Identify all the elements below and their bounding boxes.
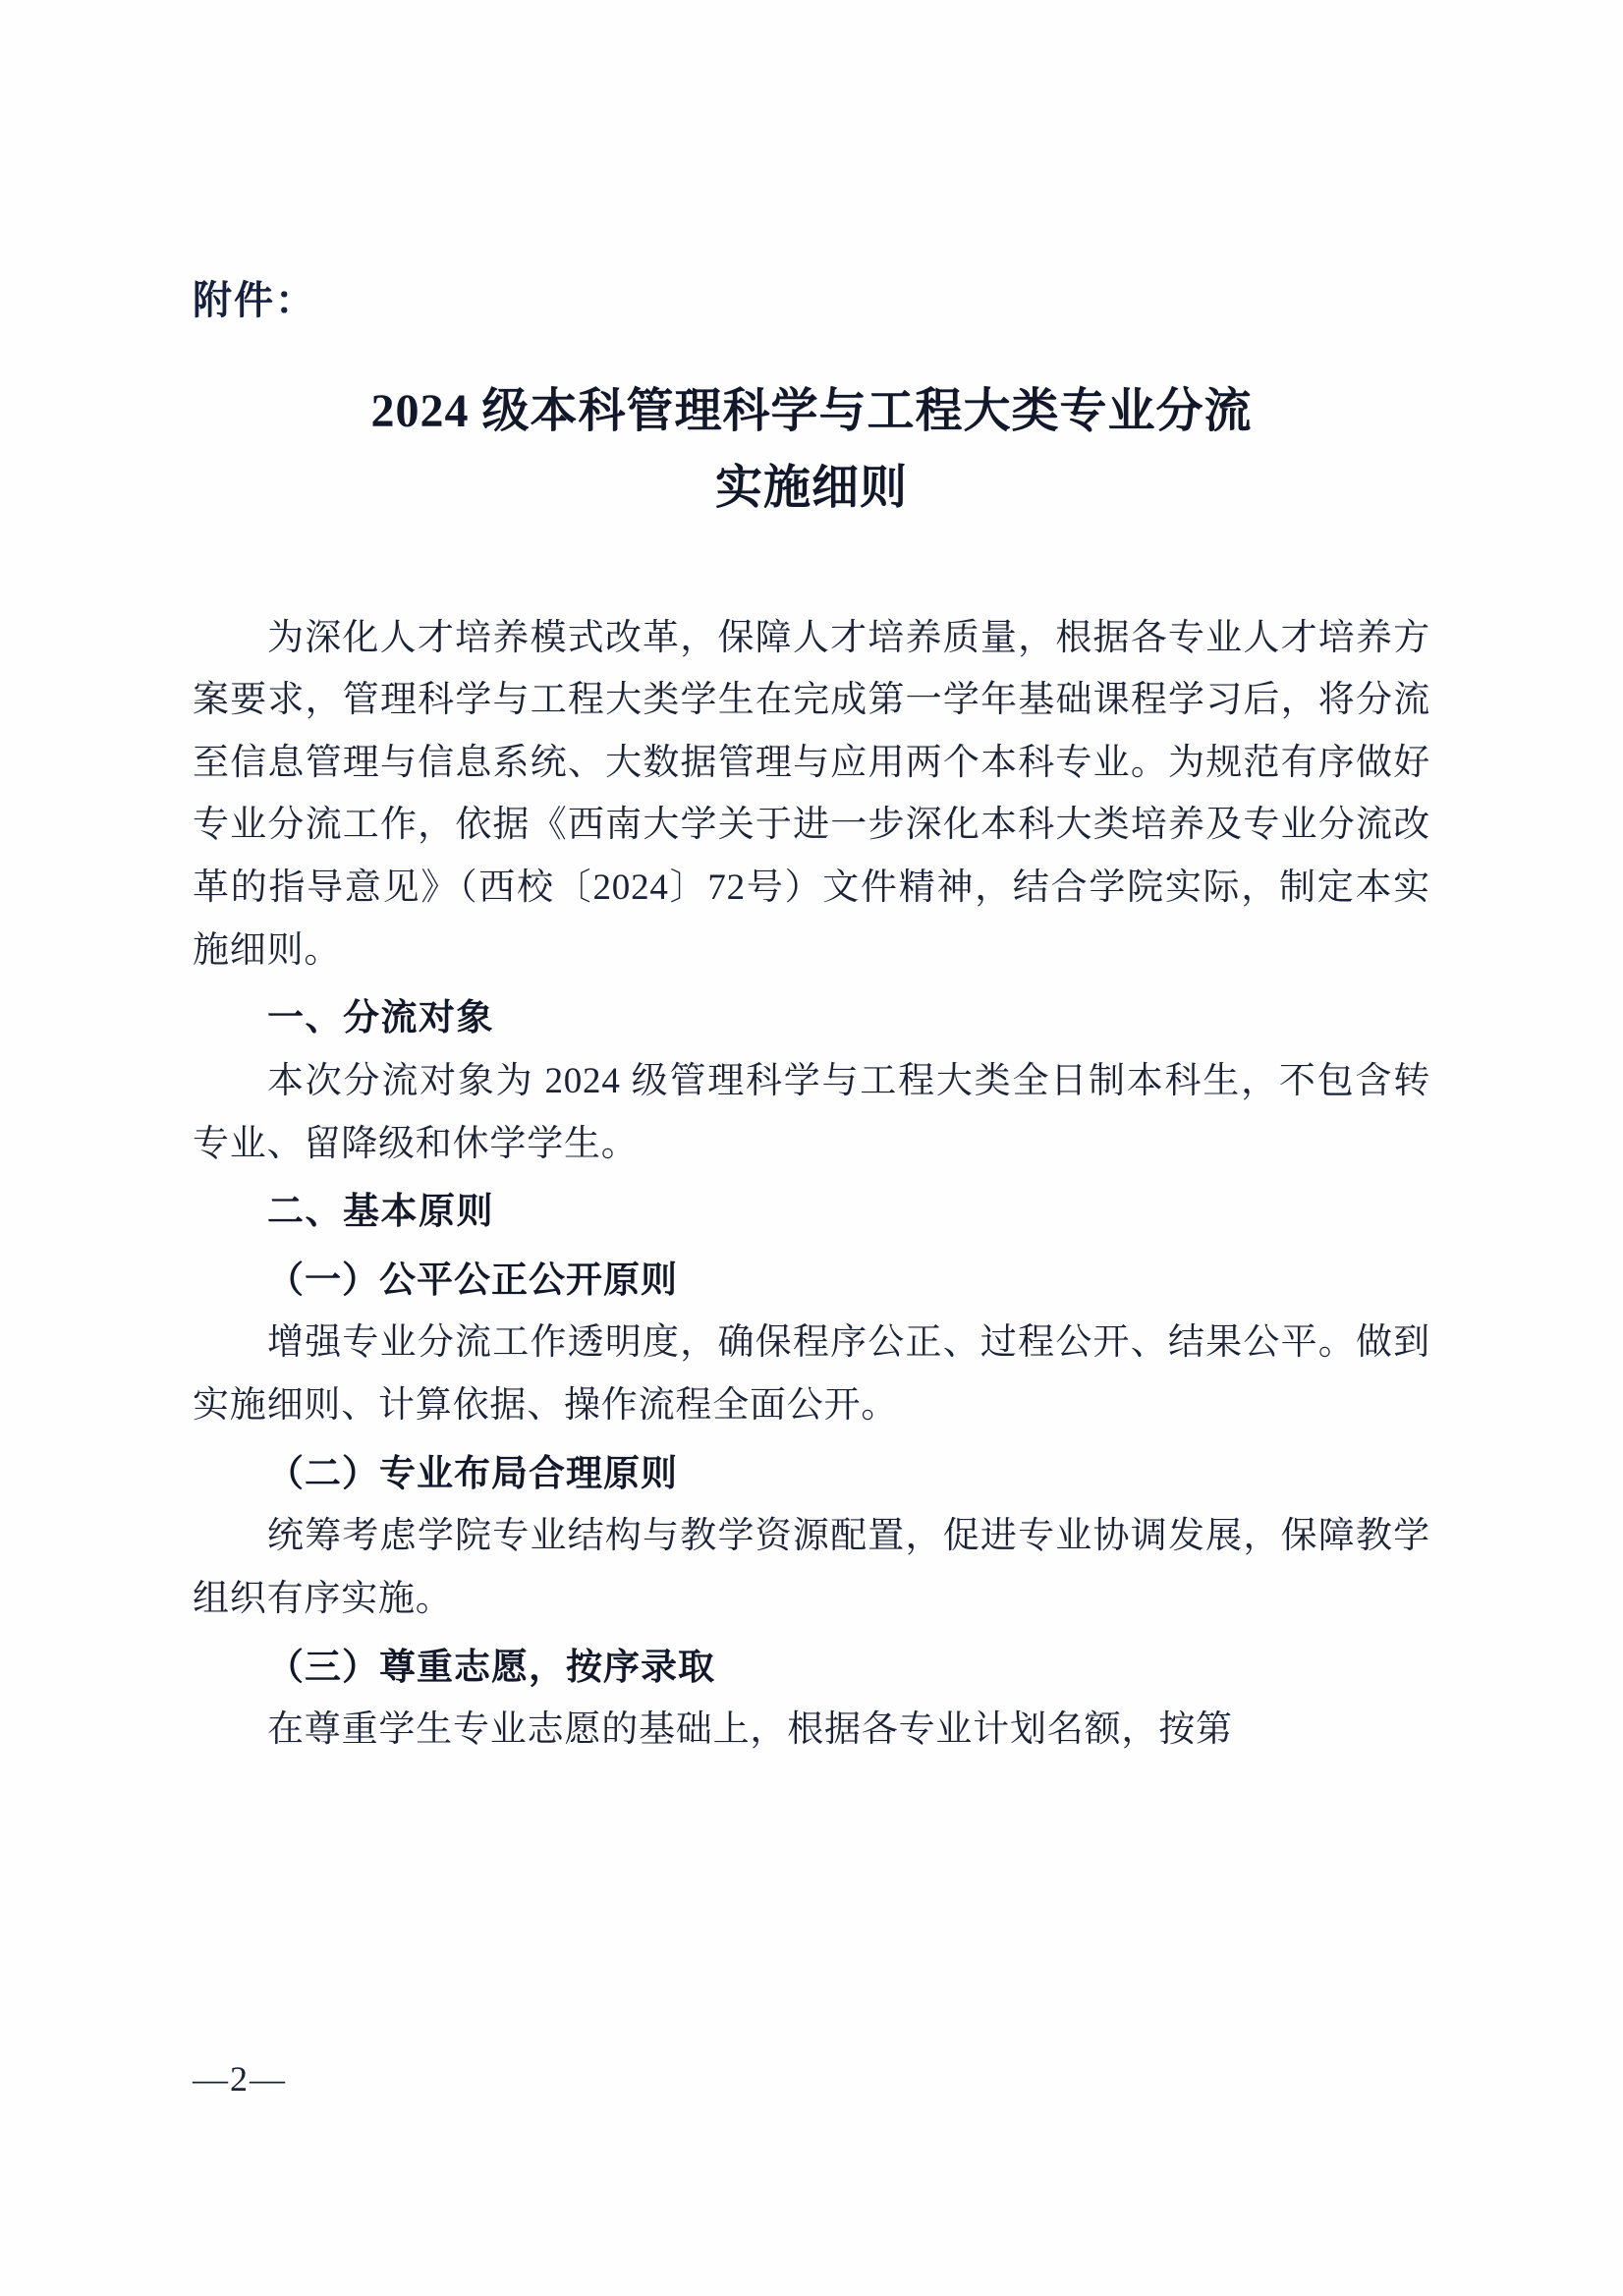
subsection-2-1-paragraph: 增强专业分流工作透明度，确保程序公正、过程公开、结果公平。做到实施细则、计算依据、操作流程全面公开。 [193, 1322, 1430, 1426]
subsection-heading-2-1: （一）公平公正公开原则 [267, 1260, 678, 1301]
page-number: —2— [193, 2059, 287, 2099]
subsection-2-2-paragraph: 统筹考虑学院专业结构与教学资源配置，促进专业协调发展，保障教学组织有序实施。 [193, 1516, 1430, 1619]
subsection-2-3-paragraph: 在尊重学生专业志愿的基础上，根据各专业计划名额，按第 [267, 1709, 1233, 1751]
intro-paragraph: 为深化人才培养模式改革，保障人才培养质量，根据各专业人才培养方案要求，管理科学与工程大类学生在完成第一学年基础课程学习后，将分流至信息管理与信息系统、大数据管理与应用两个本科专业。为规范有序做好专业分流工作，依据《西南大学关于进一步深化本科大类培养及专业分流改革的指导意见》（西校〔2024〕72号）文件精神，结合学院实际，制定本实施细则。 [193, 617, 1430, 971]
page-title-line-1: 2024 级本科管理科学与工程大类专业分流 [370, 385, 1253, 437]
section-heading-2: 二、基本原则 [267, 1192, 494, 1233]
subsection-heading-2-3: （三）尊重志愿，按序录取 [267, 1647, 715, 1688]
document-body [193, 275, 1430, 1767]
section-1-paragraph: 本次分流对象为 2024 级管理科学与工程大类全日制本科生，不包含转专业、留降级和休学学生。 [193, 1060, 1430, 1164]
subsection-heading-2-2: （二）专业布局合理原则 [267, 1453, 678, 1494]
page-title [256, 373, 1367, 527]
section-heading-1: 一、分流对象 [267, 998, 494, 1039]
page-title-line-2: 实施细则 [714, 461, 908, 514]
attachment-label: 附件： [193, 278, 316, 322]
